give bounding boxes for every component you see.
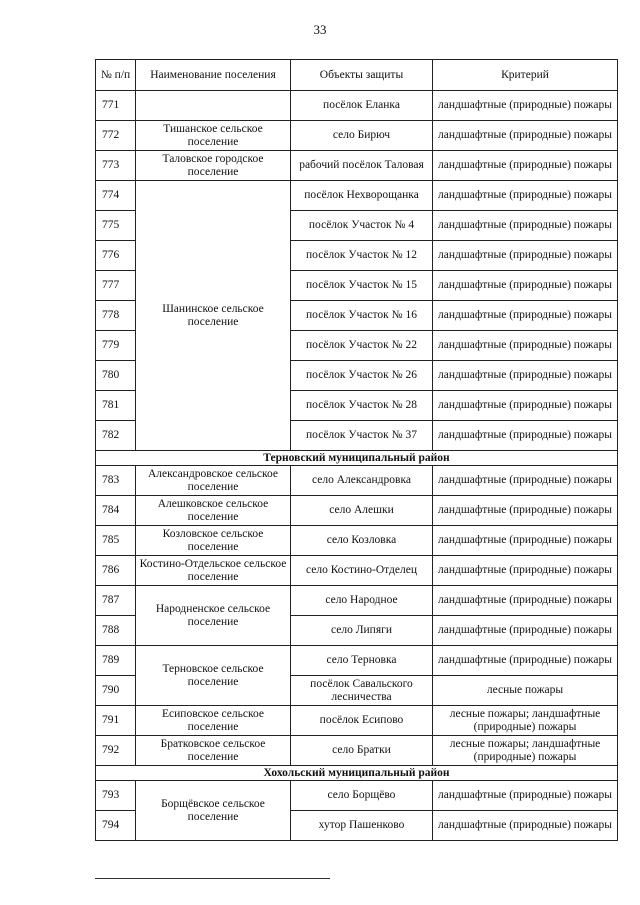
row-criterion: ландшафтные (природные) пожары [433,586,618,616]
row-object: село Борщёво [291,781,433,811]
section-title-ternovsky: Терновский муниципальный район [96,451,618,466]
row-settlement: Костино-Отдельское сельское поселение [136,556,291,586]
row-criterion: лесные пожары; ландшафтные (природные) пожары [433,706,618,736]
row-settlement: Братковское сельское поселение [136,736,291,766]
row-criterion: ландшафтные (природные) пожары [433,811,618,841]
table-header-row [96,60,618,91]
row-criterion: ландшафтные (природные) пожары [433,496,618,526]
row-num: 789 [96,646,136,676]
table-row [96,781,618,811]
table-row [96,646,618,676]
table-row [96,586,618,616]
row-settlement: Борщёвское сельское поселение [136,781,291,841]
row-object: село Терновка [291,646,433,676]
row-criterion: ландшафтные (природные) пожары [433,331,618,361]
header-criterion: Критерий [433,60,618,91]
row-settlement: Тишанское сельское поселение [136,121,291,151]
row-criterion: ландшафтные (природные) пожары [433,556,618,586]
row-criterion: ландшафтные (природные) пожары [433,271,618,301]
row-settlement: Таловское городское поселение [136,151,291,181]
row-num: 779 [96,331,136,361]
table-row [96,736,618,766]
row-criterion: ландшафтные (природные) пожары [433,466,618,496]
row-settlement [136,91,291,121]
row-settlement: Александровское сельское поселение [136,466,291,496]
section-title-khokholsky: Хохольский муниципальный район [96,766,618,781]
row-num: 791 [96,706,136,736]
row-num: 776 [96,241,136,271]
row-criterion: ландшафтные (природные) пожары [433,211,618,241]
row-object: село Липяги [291,616,433,646]
row-criterion: ландшафтные (природные) пожары [433,616,618,646]
row-settlement: Шанинское сельское поселение [136,181,291,451]
header-settlement: Наименование поселения [136,60,291,91]
row-object: посёлок Участок № 4 [291,211,433,241]
page-number: 33 [313,22,327,37]
row-object: рабочий посёлок Таловая [291,151,433,181]
row-object: посёлок Участок № 22 [291,331,433,361]
row-object: село Александровка [291,466,433,496]
row-object: село Братки [291,736,433,766]
row-settlement: Есиповское сельское поселение [136,706,291,736]
row-criterion: ландшафтные (природные) пожары [433,391,618,421]
section-row [96,766,618,781]
row-settlement: Алешковское сельское поселение [136,496,291,526]
row-object: посёлок Участок № 26 [291,361,433,391]
table-row [96,466,618,496]
row-criterion: ландшафтные (природные) пожары [433,91,618,121]
row-criterion: ландшафтные (природные) пожары [433,151,618,181]
row-criterion: лесные пожары [433,676,618,706]
table-row [96,121,618,151]
table-row [96,181,618,211]
row-num: 786 [96,556,136,586]
table-row [96,706,618,736]
row-settlement: Терновское сельское поселение [136,646,291,706]
table-row [96,496,618,526]
row-num: 784 [96,496,136,526]
row-criterion: лесные пожары; ландшафтные (природные) пожары [433,736,618,766]
row-num: 785 [96,526,136,556]
row-object: село Козловка [291,526,433,556]
row-num: 780 [96,361,136,391]
row-object: село Костино-Отделец [291,556,433,586]
row-criterion: ландшафтные (природные) пожары [433,526,618,556]
row-num: 787 [96,586,136,616]
row-criterion: ландшафтные (природные) пожары [433,646,618,676]
row-num: 782 [96,421,136,451]
row-criterion: ландшафтные (природные) пожары [433,181,618,211]
row-criterion: ландшафтные (природные) пожары [433,361,618,391]
row-object: посёлок Савальского лесничества [291,676,433,706]
row-num: 772 [96,121,136,151]
row-object: село Алешки [291,496,433,526]
row-num: 790 [96,676,136,706]
row-object: посёлок Участок № 15 [291,271,433,301]
row-criterion: ландшафтные (природные) пожары [433,241,618,271]
header-num: № п/п [96,60,136,91]
row-num: 783 [96,466,136,496]
row-object: посёлок Участок № 28 [291,391,433,421]
row-object: посёлок Участок № 12 [291,241,433,271]
protected-objects-table [95,59,618,841]
row-object: посёлок Участок № 16 [291,301,433,331]
header-object: Объекты защиты [291,60,433,91]
row-criterion: ландшафтные (природные) пожары [433,781,618,811]
row-object: село Бирюч [291,121,433,151]
table-row [96,526,618,556]
row-settlement: Козловское сельское поселение [136,526,291,556]
row-criterion: ландшафтные (природные) пожары [433,301,618,331]
table-row [96,91,618,121]
row-num: 775 [96,211,136,241]
row-num: 793 [96,781,136,811]
footnote-divider [95,878,330,879]
row-num: 771 [96,91,136,121]
row-num: 788 [96,616,136,646]
table-row [96,151,618,181]
row-object: село Народное [291,586,433,616]
section-row [96,451,618,466]
row-object: посёлок Участок № 37 [291,421,433,451]
row-num: 777 [96,271,136,301]
row-settlement: Народненское сельское поселение [136,586,291,646]
row-object: посёлок Есипово [291,706,433,736]
table-row [96,556,618,586]
row-num: 778 [96,301,136,331]
row-num: 794 [96,811,136,841]
row-object: посёлок Еланка [291,91,433,121]
row-num: 773 [96,151,136,181]
row-criterion: ландшафтные (природные) пожары [433,421,618,451]
row-num: 792 [96,736,136,766]
row-num: 781 [96,391,136,421]
row-object: хутор Пашенково [291,811,433,841]
row-object: посёлок Нехворощанка [291,181,433,211]
row-criterion: ландшафтные (природные) пожары [433,121,618,151]
row-num: 774 [96,181,136,211]
